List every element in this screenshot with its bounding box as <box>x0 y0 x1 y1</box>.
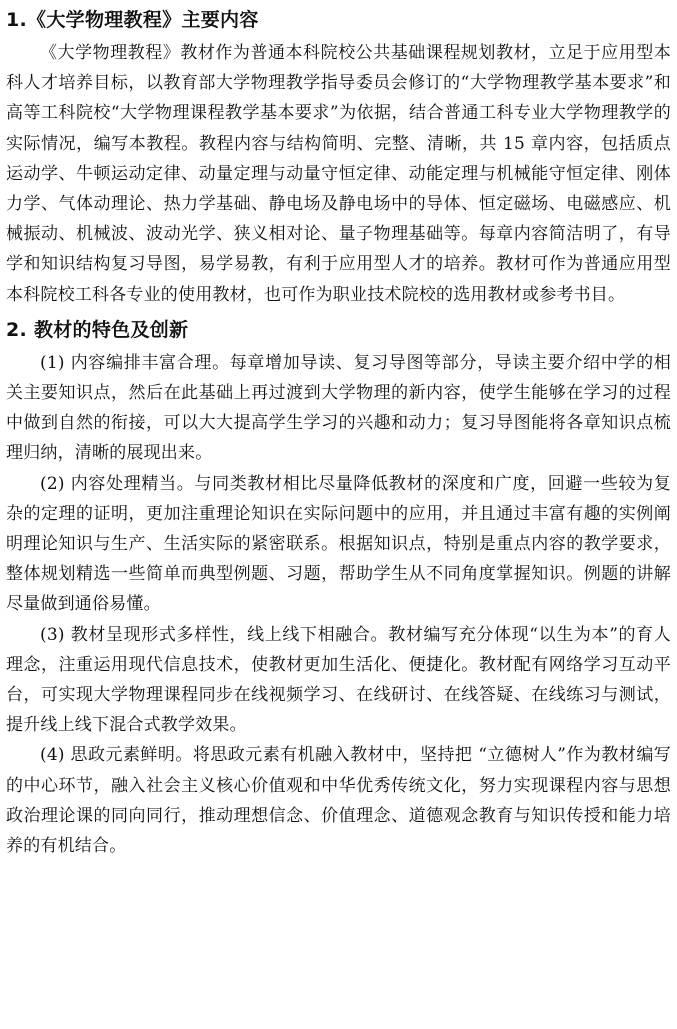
feature-paragraph-1: (1) 内容编排丰富合理。每章增加导读、复习导图等部分，导读主要介绍中学的相关主要知识点，然后在此基础上再过渡到大学物理的新内容，使学生能够在学习的过程中做到自然的衔接，可以大大提高学生学习的兴趣和动力；复习导图能将各章知识点梳理归纳，清晰的展现出来。 <box>6 352 671 464</box>
section-2-heading: 2. 教材的特色及创新 <box>6 318 189 341</box>
feature-paragraph-3: (3) 教材呈现形式多样性，线上线下相融合。教材编写充分体现“以生为本”的育人理念，注重运用现代信息技术，使教材更加生活化、便捷化。教材配有网络学习互动平台，可实现大学物理课程同步在线视频学习、在线研讨、在线答疑、在线练习与测试，提升线上线下混合式教学效果。 <box>6 624 671 736</box>
section-1-paragraph: 《大学物理教程》教材作为普通本科院校公共基础课程规划教材，立足于应用型本科人才培养目标，以教育部大学物理教学指导委员会修订的“大学物理教学基本要求”和高等工科院校“大学物理课程教学基本要求”为依据，结合普通工科专业大学物理教学的实际情况，编写本教程。教程内容与结构简明、完整、清晰，共 15 章内容，包括质点运动学、牛顿运动定律、动量定理与动量守恒定律、动能定理与机械能守恒定律、刚体力学、气体动理论、热力学基础、静电场及静电场中的导体、恒定磁场、电磁感应、机械振动、机械波、波动光学、狭义相对论、量子物理基础等。每章内容简洁明了，有导学和知识结构复习导图，易学易教，有利于应用型人才的培养。教材可作为普通应用型本科院校工科各专业的使用教材，也可作为职业技术院校的选用教材或参考书目。 <box>6 43 671 305</box>
feature-paragraph-4: (4) 思政元素鲜明。将思政元素有机融入教材中，坚持把 “立德树人”作为教材编写的中心环节，融入社会主义核心价值观和中华优秀传统文化，努力实现课程内容与思想政治理论课的同向同行，推动理想信念、价值理念、道德观念教育与知识传授和能力培养的有机结合。 <box>6 745 671 857</box>
feature-paragraph-2: (2) 内容处理精当。与同类教材相比尽量降低教材的深度和广度，回避一些较为复杂的定理的证明，更加注重理论知识在实际问题中的应用，并且通过丰富有趣的实例阐明理论知识与生产、生活实际的紧密联系。根据知识点，特别是重点内容的教学要求，整体规划精选一些简单而典型例题、习题，帮助学生从不同角度掌握知识。例题的讲解尽量做到通俗易懂。 <box>6 473 671 615</box>
section-1-heading: 1.《大学物理教程》主要内容 <box>6 9 259 31</box>
